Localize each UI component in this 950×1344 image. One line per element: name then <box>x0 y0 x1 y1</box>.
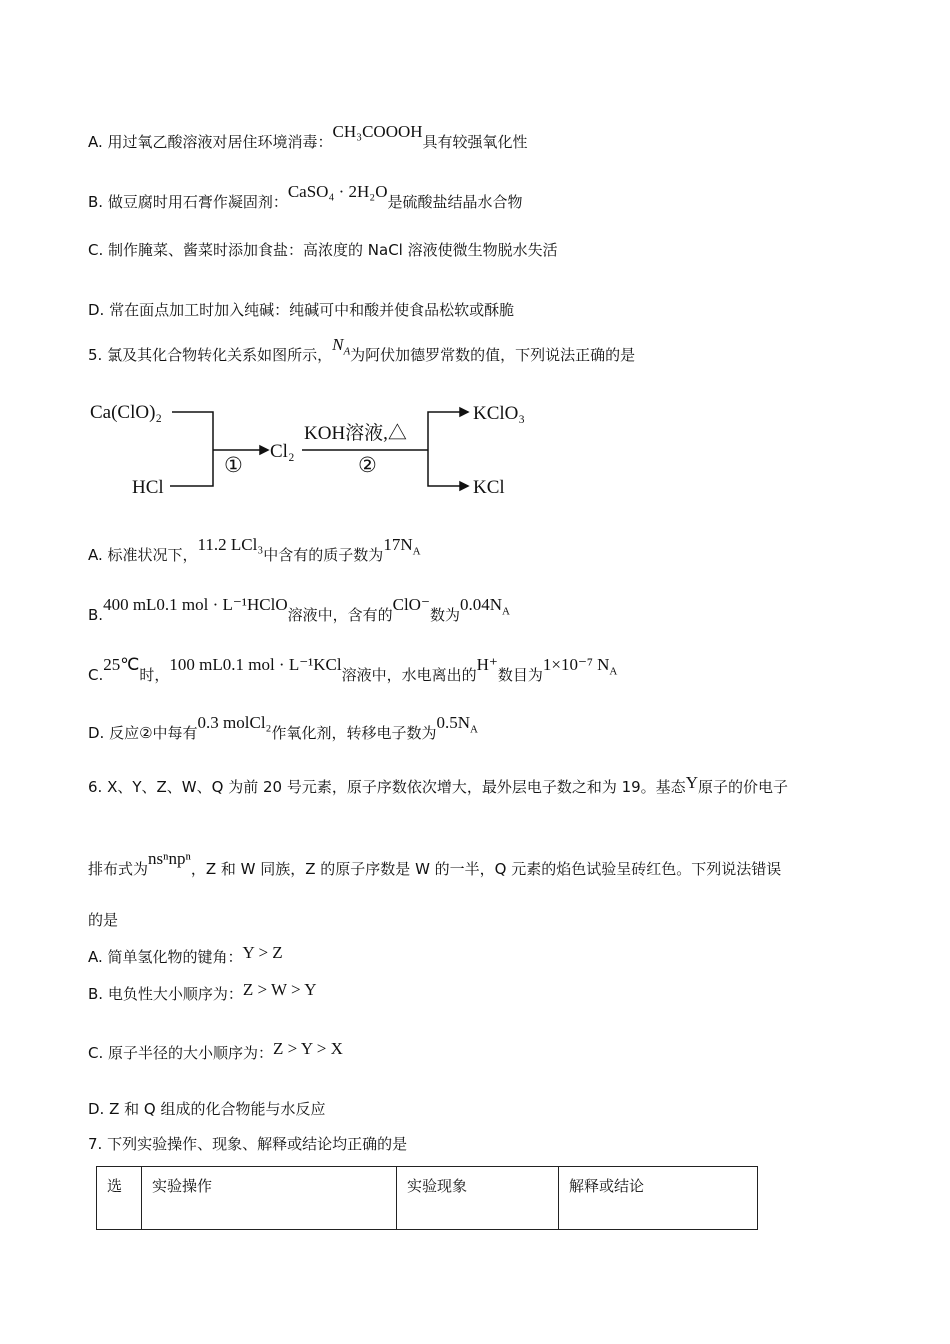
q5-d-formula-2: $0.5N_A$ <box>436 713 478 736</box>
q6-line1-y: Y <box>685 773 698 792</box>
q5-c-mid-3: 数目为 <box>497 666 543 684</box>
diagram-condition: KOH溶液,△ <box>304 423 407 444</box>
q4-b-formula: CaSO₄ · 2H₂O <box>287 182 388 201</box>
q6-b-prefix: B. 电负性大小顺序为： <box>88 985 243 1003</box>
diagram-cl2: Cl₂ <box>270 441 295 462</box>
q4-option-c: C. 制作腌菜、酱菜时添加食盐：高浓度的 NaCl 溶液使微生物脱水失活 <box>88 241 558 259</box>
q4-option-d: D. 常在面点加工时加入纯碱：纯碱可中和酸并使食品松软或酥脆 <box>88 301 515 319</box>
diagram-product-kcl: KCl <box>473 477 505 498</box>
q4-b-suffix: 是硫酸盐结晶水合物 <box>387 193 523 211</box>
q5-option-b <box>88 595 510 631</box>
q5-c-formula-1: 25℃ <box>103 655 140 674</box>
q5-d-mid: 作氧化剂，转移电子数为 <box>271 724 437 742</box>
q5-c-mid-1: 时， <box>139 666 170 684</box>
diagram-reactant-hcl: HCl <box>132 477 164 498</box>
q7-table <box>96 1166 758 1230</box>
q6-option-c <box>88 1039 343 1063</box>
table-header-operation: 实验操作 <box>142 1167 397 1230</box>
q5-c-prefix: C. <box>88 666 104 684</box>
q4-a-formula: CH₃COOOH <box>332 122 423 141</box>
table-header-phenomenon: 实验现象 <box>397 1167 559 1230</box>
q5-b-prefix: B. <box>88 606 104 624</box>
q5-a-formula-2: $17N_A$ <box>383 535 421 558</box>
q5-a-prefix: A. 标准状况下， <box>88 546 198 564</box>
q6-option-b <box>88 980 317 1004</box>
q6-option-a <box>88 943 283 967</box>
q6-a-prefix: A. 简单氢化物的键角： <box>88 948 243 966</box>
q6-a-formula: Y > Z <box>242 943 283 962</box>
table-header-option: 选 <box>97 1167 142 1230</box>
q5-option-c <box>88 655 618 691</box>
q5-b-mid-1: 溶液中，含有的 <box>287 606 393 624</box>
diagram-bracket-left <box>170 412 213 486</box>
q5-d-prefix: D. 反应②中每有 <box>88 724 198 742</box>
q5-a-formula-1: 11.2 LCl₃ <box>197 535 264 554</box>
q5-na: $N_A$ <box>332 335 351 358</box>
q5-b-formula-2: ClO⁻ <box>392 595 430 614</box>
q5-c-mid-2: 溶液中，水电离出的 <box>341 666 477 684</box>
q6-line2-prefix: 排布式为 <box>88 860 149 878</box>
q5-c-formula-2: 100 mL0.1 mol · L⁻¹KCl <box>169 655 342 674</box>
q5-stem <box>88 335 636 371</box>
q6-stem-line-3: 的是 <box>88 911 119 929</box>
q5-option-d <box>88 713 478 749</box>
q5-stem-prefix: 5. 氯及其化合物转化关系如图所示， <box>88 346 333 364</box>
diagram-step-2: ② <box>358 453 377 477</box>
q6-stem-line-1 <box>88 773 788 797</box>
q6-c-formula: Z > Y > X <box>273 1039 343 1058</box>
q6-option-d: D. Z 和 Q 组成的化合物能与水反应 <box>88 1100 326 1118</box>
diagram-reactant-caclo2: Ca(ClO)₂ <box>90 402 163 423</box>
q5-c-formula-3: H⁺ <box>476 655 498 674</box>
q5-b-mid-2: 数为 <box>429 606 460 624</box>
diagram-product-kclo3: KClO₃ <box>473 403 526 424</box>
table-header-row <box>97 1167 758 1230</box>
q6-line2-suffix: ，Z 和 W 同族，Z 的原子序数是 W 的一半，Q 元素的焰色试验呈砖红色。下列说法错误 <box>190 860 782 878</box>
diagram-arrowhead-kclo3 <box>460 408 468 416</box>
q5-stem-suffix: 为阿伏加德罗常数的值，下列说法正确的是 <box>350 346 636 364</box>
diagram-arrowhead-kcl <box>460 482 468 490</box>
q7-stem: 7. 下列实验操作、现象、解释或结论均正确的是 <box>88 1135 408 1153</box>
table-header-conclusion: 解释或结论 <box>559 1167 758 1230</box>
q5-b-formula-3: $0.04N_A$ <box>459 595 510 618</box>
q5-c-formula-4: 1×10⁻⁷ $N_A$ <box>542 655 618 678</box>
q6-line1-prefix: 6. X、Y、Z、W、Q 为前 20 号元素，原子序数依次增大，最外层电子数之和为 19。基态 <box>88 778 686 796</box>
q4-a-suffix: 具有较强氧化性 <box>422 133 528 151</box>
q4-option-b <box>88 182 523 212</box>
q5-d-formula-1: 0.3 molCl₂ <box>197 713 272 732</box>
q6-c-prefix: C. 原子半径的大小顺序为： <box>88 1044 274 1062</box>
q4-option-a <box>88 122 528 152</box>
diagram-bracket-right <box>428 412 468 486</box>
q6-stem-line-2 <box>88 849 782 879</box>
diagram-step-1: ① <box>224 453 243 477</box>
q6-b-formula: Z > W > Y <box>242 980 317 999</box>
diagram-arrowhead-1 <box>260 446 268 454</box>
q6-electron-config: nsⁿnpⁿ <box>148 849 191 868</box>
q5-a-mid: 中含有的质子数为 <box>263 546 384 564</box>
q5-option-a <box>88 535 421 571</box>
q4-b-prefix: B. 做豆腐时用石膏作凝固剂： <box>88 193 288 211</box>
q6-line1-suffix: 原子的价电子 <box>697 778 788 796</box>
chlorine-conversion-diagram <box>88 390 548 500</box>
q5-b-formula-1: 400 mL0.1 mol · L⁻¹HClO <box>103 595 288 614</box>
q4-a-prefix: A. 用过氧乙酸溶液对居住环境消毒： <box>88 133 333 151</box>
